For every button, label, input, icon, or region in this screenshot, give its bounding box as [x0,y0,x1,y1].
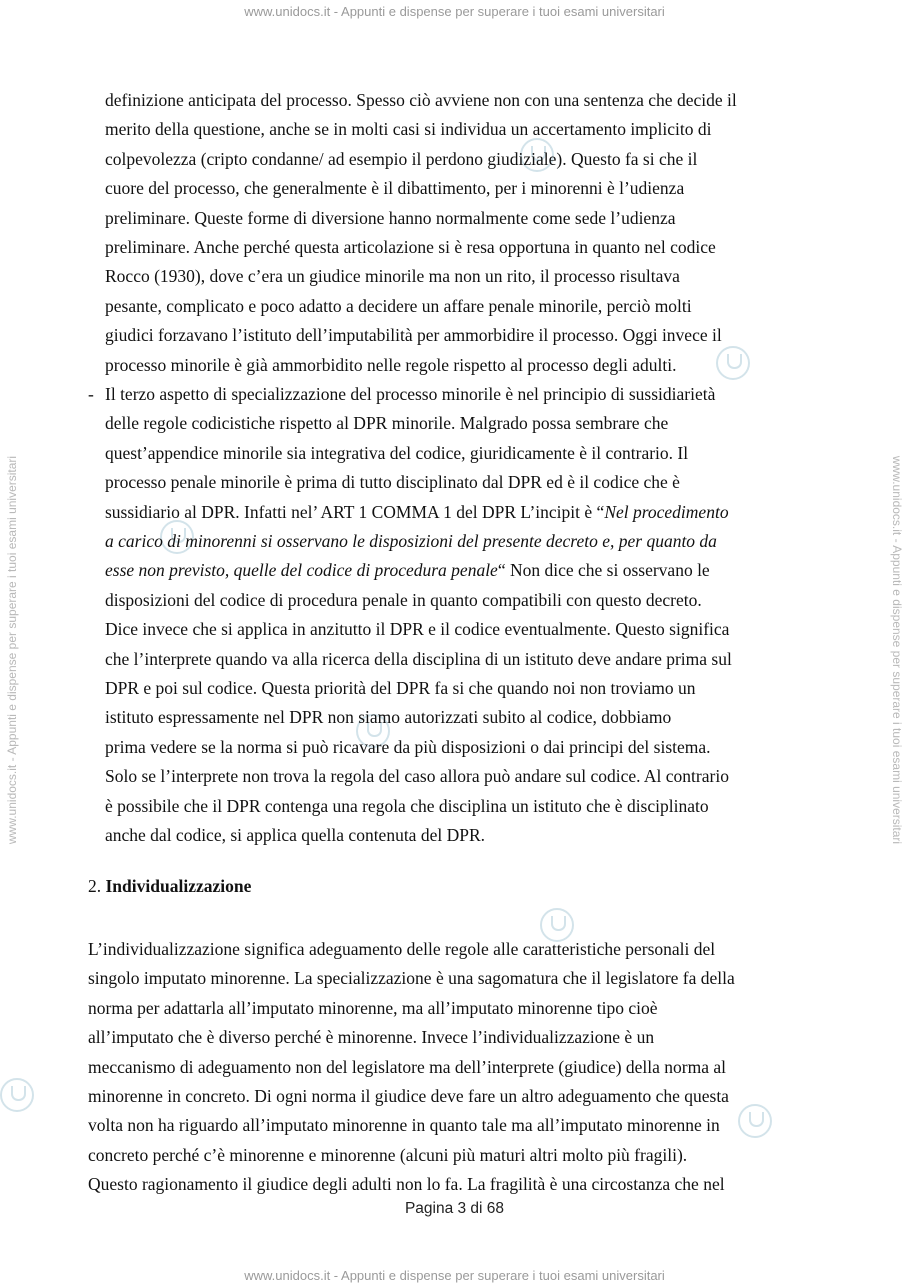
page-number: Pagina 3 di 68 [404,1200,505,1217]
text-line: è possibile che il DPR contenga una regola che disciplina un istituto che è disciplinato [105,795,709,816]
text-line: processo penale minorile è prima di tutto disciplinato dal DPR ed è il codice che è [105,472,680,493]
unidocs-logo-icon [738,1104,772,1138]
section-number: 2. [88,876,102,896]
text-line: che l’interprete quando va alla ricerca della disciplina di un istituto deve andare prima sul [105,648,732,669]
text-line: Dice invece che si applica in anzitutto il DPR e il codice eventualmente. Questo significa [105,619,730,640]
quote-italic: esse non previsto, quelle del codice di procedura penale [105,560,498,581]
text-line: processo minorile è già ammorbidito nelle regole rispetto al processo degli adulti. [105,354,677,375]
text-line: colpevolezza (cripto condanne/ ad esempio il perdono giudiziale). Questo fa si che il [105,148,698,169]
text-line: volta non ha riguardo all’imputato minorenne in quanto tale ma all’imputato minorenne in [88,1115,720,1136]
text-segment: sussidiario al DPR. Infatti nel’ ART 1 COMMA 1 del DPR L’incipit è “ [105,501,605,522]
watermark-bottom: www.unidocs.it - Appunti e dispense per superare i tuoi esami universitari [244,1268,665,1283]
text-line: meccanismo di adeguamento non del legislatore ma dell’interprete (giudice) della norma al [88,1056,727,1077]
text-line: concreto perché c’è minorenne e minorenne (alcuni più maturi altri molto più fragili). [88,1144,688,1165]
text-line: L’individualizzazione significa adeguamento delle regole alle caratteristiche personali del [88,939,716,959]
text-segment: “ Non dice che si osservano le [497,560,710,581]
section-heading [88,876,251,897]
text-line: definizione anticipata del processo. Spesso ciò avviene non con una sentenza che decide il [105,90,737,110]
text-line: anche dal codice, si applica quella contenuta del DPR. [105,825,486,845]
text-line: pesante, complicato e poco adatto a decidere un affare penale minorile, perciò molti [105,295,692,316]
text-line: disposizioni del codice di procedura penale in quanto compatibili con questo decreto. [105,589,702,610]
unidocs-logo-icon [716,346,750,380]
text-line [105,556,710,585]
text-line: DPR e poi sul codice. Questa priorità del DPR fa si che quando noi non troviamo un [105,678,696,698]
text-line: minorenne in concreto. Di ogni norma il giudice deve fare un altro adeguamento che questa [88,1086,729,1106]
text-line: Solo se l’interprete non trova la regola del caso allora può andare sul codice. Al contrario [105,766,729,787]
text-line: giudici forzavano l’istituto dell’imputabilità per ammorbidire il processo. Oggi invece il [105,325,722,346]
text-line: norma per adattarla all’imputato minorenne, ma all’imputato minorenne tipo cioè [88,997,658,1018]
text-line: Il terzo aspetto di specializzazione del processo minorile è nel principio di sussidiarietà [105,384,716,404]
text-line: delle regole codicistiche rispetto al DPR minorile. Malgrado possa sembrare che [105,413,669,434]
watermark-right: www.unidocs.it - Appunti e dispense per superare i tuoi esami universitari [890,455,904,845]
unidocs-logo-icon [0,1078,34,1112]
text-line: cuore del processo, che generalmente è il dibattimento, per i minorenni è l’udienza [105,178,685,199]
quote-italic: Nel procedimento [604,501,729,522]
watermark-left: www.unidocs.it - Appunti e dispense per superare i tuoi esami universitari [5,455,19,845]
text-line: preliminare. Anche perché questa articolazione si è resa opportuna in quanto nel codice [105,237,716,257]
text-line: quest’appendice minorile sia integrativa del codice, giuridicamente è il contrario. Il [105,442,689,463]
text-line: preliminare. Queste forme di diversione hanno normalmente come sede l’udienza [105,207,676,228]
bullet-dash: - [88,384,94,404]
text-line: Questo ragionamento il giudice degli adulti non lo fa. La fragilità è una circostanza che nel [88,1174,725,1195]
text-line [105,498,729,527]
text-line: merito della questione, anche se in molti casi si individua un accertamento implicito di [105,119,712,140]
quote-italic: a carico di minorenni si osservano le disposizioni del presente decreto e, per quanto da [105,531,717,551]
text-line: all’imputato che è diverso perché è minorenne. Invece l’individualizzazione è un [88,1027,655,1048]
text-line: singolo imputato minorenne. La specializzazione è una sagomatura che il legislatore fa della [88,968,735,989]
watermark-top: www.unidocs.it - Appunti e dispense per superare i tuoi esami universitari [244,4,665,19]
text-line: istituto espressamente nel DPR non siamo autorizzati subito al codice, dobbiamo [105,707,672,728]
text-line: Rocco (1930), dove c’era un giudice minorile ma non un rito, il processo risultava [105,266,680,287]
text-line: prima vedere se la norma si può ricavare da più disposizioni o dai principi del sistema. [105,736,711,757]
section-title: Individualizzazione [105,876,252,896]
